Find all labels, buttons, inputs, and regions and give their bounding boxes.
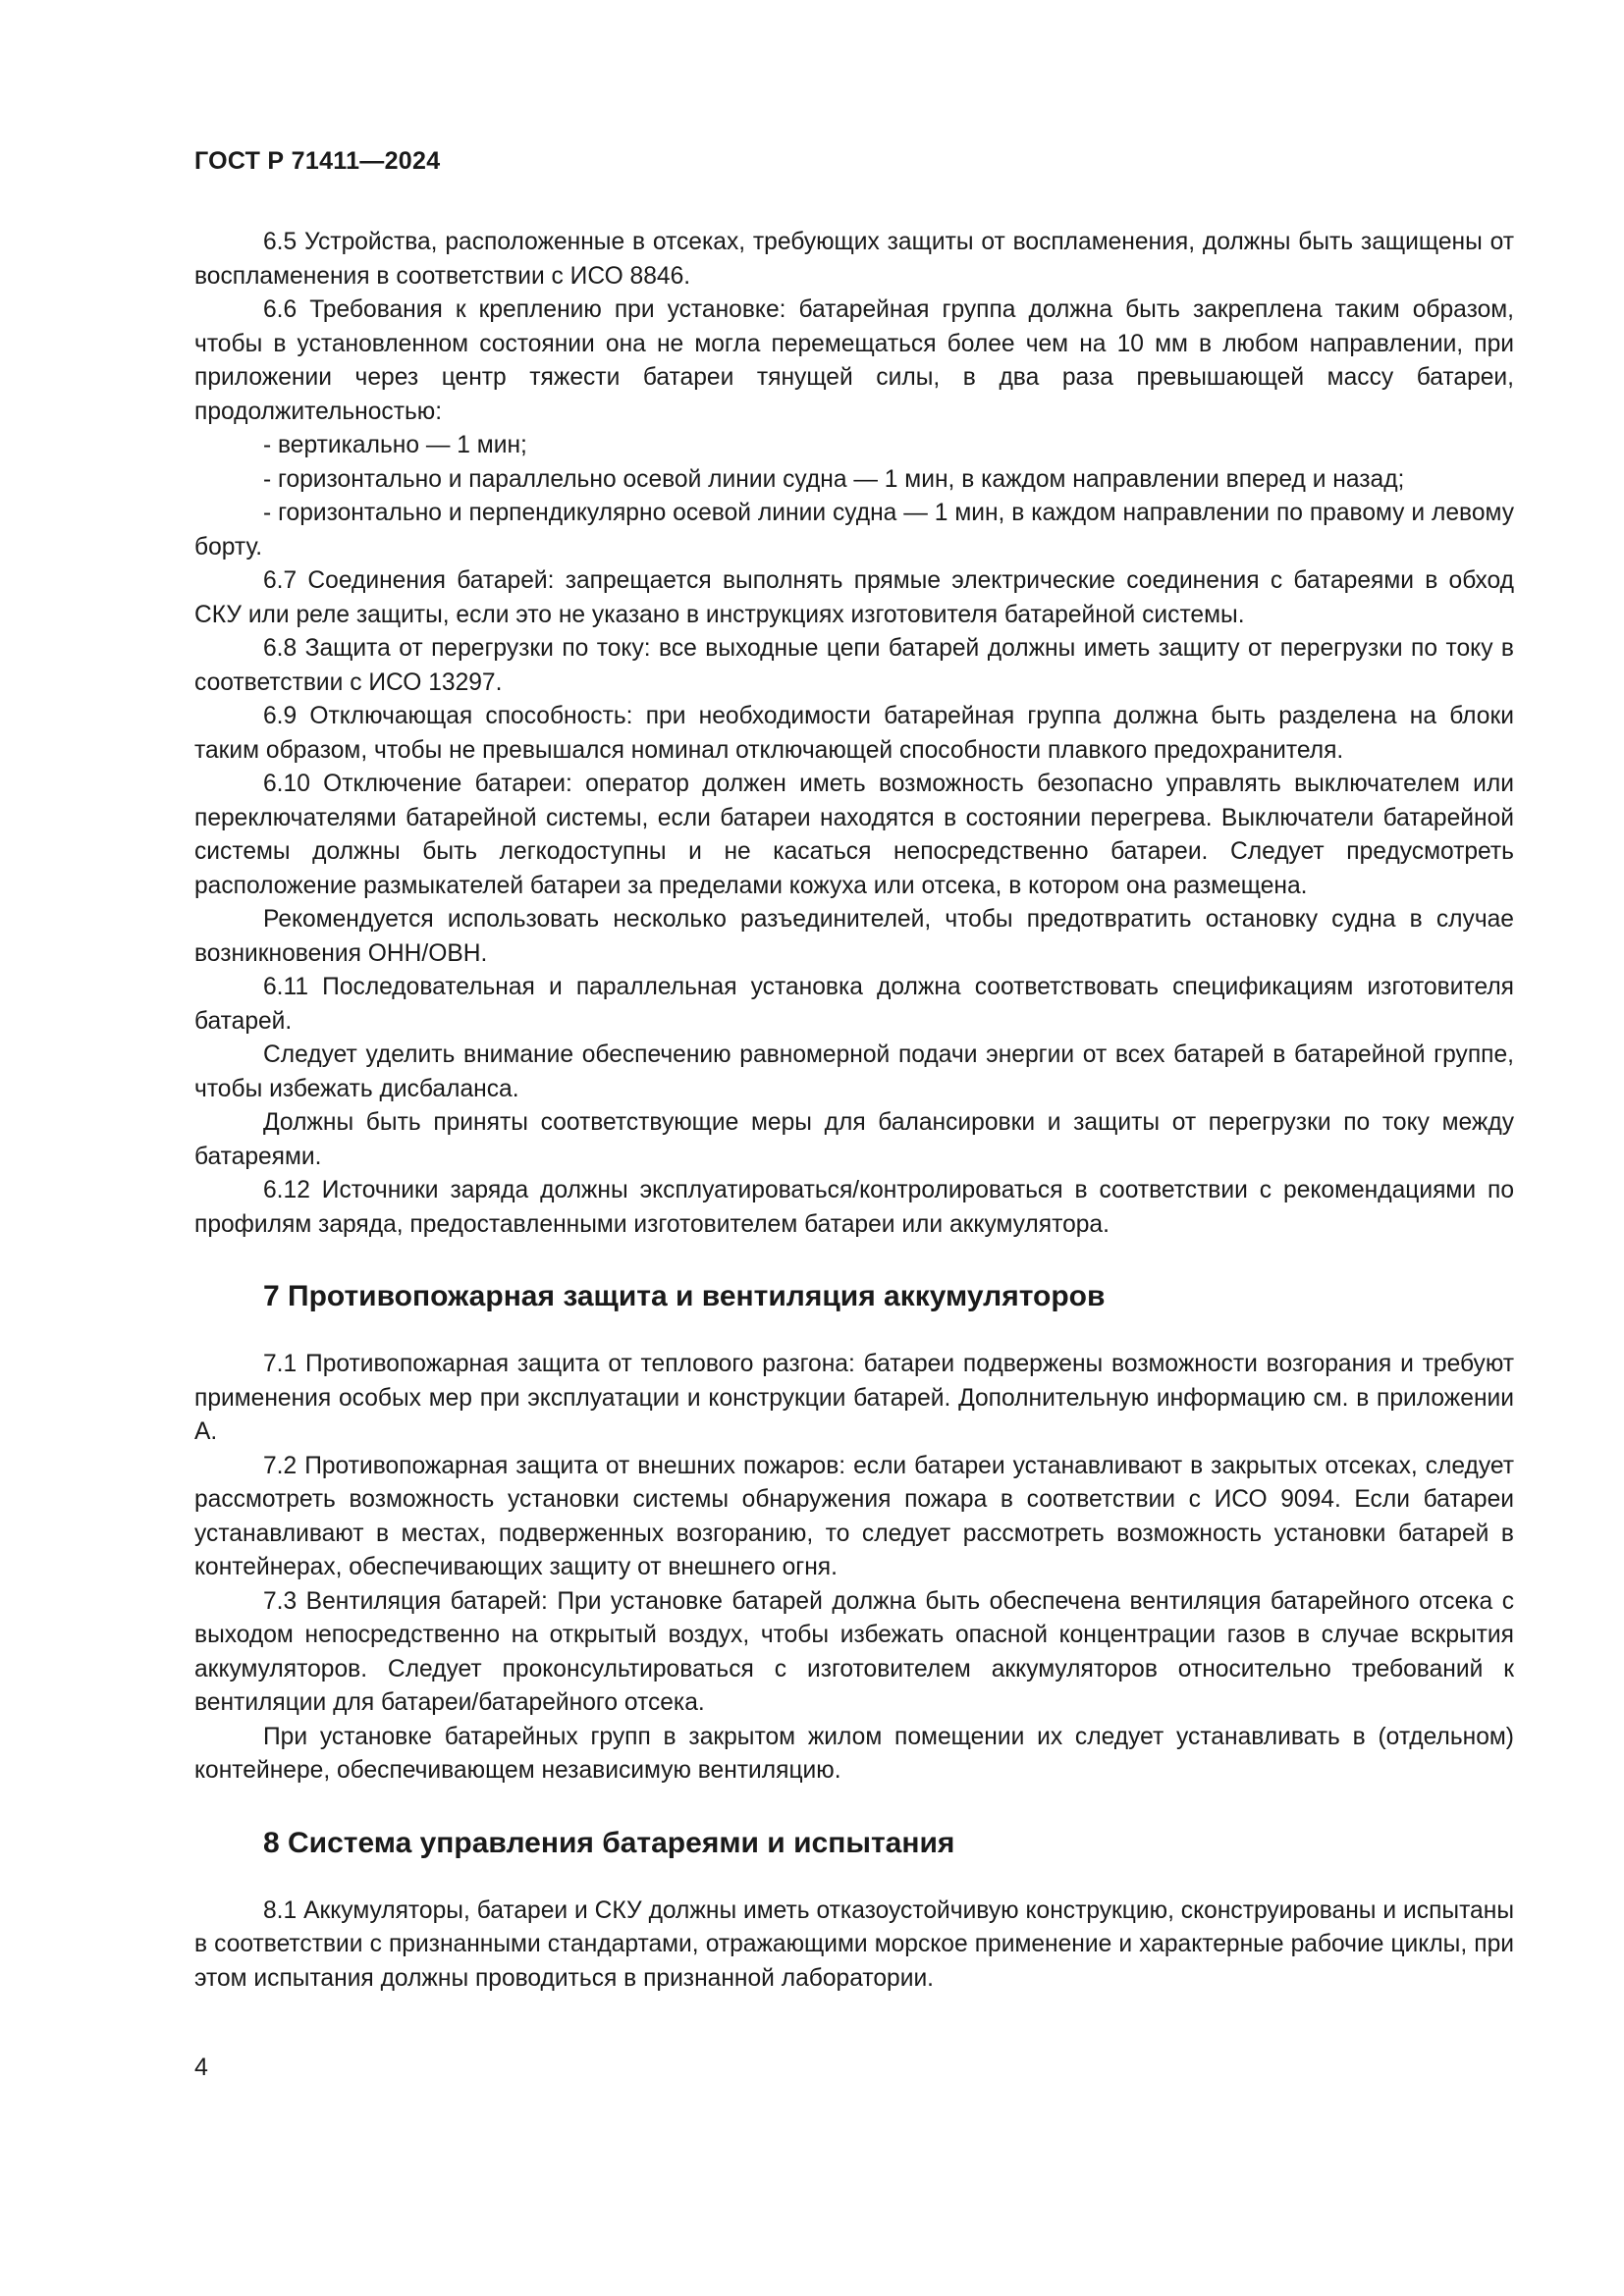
paragraph-6-9: 6.9 Отключающая способность: при необходимости батарейная группа должна быть разделена на блоки таким образом, чтобы не превышался номинал отключающей способности плавкого предохранителя. xyxy=(194,703,1514,764)
paragraph-7-2: 7.2 Противопожарная защита от внешних пожаров: если батареи устанавливают в закрытых отсеках, следует рассмотреть возможность установки системы обнаружения пожара в соответствии с ИСО 9094. Если батареи устанавливают в местах, подверженных возгоранию, то следует рассмотреть возможность установки батарей в контейнерах, обеспечивающих защиту от внешнего огня. xyxy=(194,1452,1514,1580)
paragraph-7-3: 7.3 Вентиляция батарей: При установке батарей должна быть обеспечена вентиляция батарейного отсека с выходом непосредственно на открытый воздух, чтобы избежать опасной концентрации газов в случае вскрытия аккумуляторов. Следует проконсультироваться с изготовителем аккумуляторов относительно требований к вентиляции для батареи/батарейного отсека. xyxy=(194,1587,1514,1716)
paragraph-6-8: 6.8 Защита от перегрузки по току: все выходные цепи батарей должны иметь защиту от перегрузки по току в соответствии с ИСО 13297. xyxy=(194,635,1514,696)
document-body xyxy=(194,226,1514,1996)
paragraph-6-6: 6.6 Требования к креплению при установке: батарейная группа должна быть закреплена таким образом, чтобы в установленном состоянии она не могла перемещаться более чем на 10 мм в любом направлении, при приложении через центр тяжести батареи тянущей силы, в два раза превышающей массу батареи, продолжительностью: xyxy=(194,296,1514,425)
paragraph-8-1: 8.1 Аккумуляторы, батареи и СКУ должны иметь отказоустойчивую конструкцию, сконструированы и испытаны в соответствии с признанными стандартами, отражающими морское применение и характерные рабочие циклы, при этом испытания должны проводиться в признанной лаборатории. xyxy=(194,1896,1514,1992)
paragraph-7-3-enclosed: При установке батарейных групп в закрытом жилом помещении их следует устанавливать в (отдельном) контейнере, обеспечивающем независимую вентиляцию. xyxy=(194,1723,1514,1784)
list-item-horizontal-perpendicular: - горизонтально и перпендикулярно осевой линии судна — 1 мин, в каждом направлении по правому и левому борту. xyxy=(194,500,1514,561)
paragraph-7-1: 7.1 Противопожарная защита от теплового разгона: батареи подвержены возможности возгорания и требуют применения особых мер при эксплуатации и конструкции батарей. Дополнительную информацию см. в приложении А. xyxy=(194,1351,1514,1445)
section-7-heading: 7 Противопожарная защита и вентиляция аккумуляторов xyxy=(263,1280,1106,1312)
paragraph-6-11: 6.11 Последовательная и параллельная установка должна соответствовать спецификациям изготовителя батарей. xyxy=(194,974,1514,1035)
page-number: 4 xyxy=(194,2054,208,2081)
paragraph-6-11-measures: Должны быть приняты соответствующие меры для балансировки и защиты от перегрузки по току между батареями. xyxy=(194,1109,1514,1170)
section-8-heading: 8 Система управления батареями и испытания xyxy=(263,1826,955,1859)
list-item-horizontal-parallel: - горизонтально и параллельно осевой линии судна — 1 мин, в каждом направлении вперед и назад; xyxy=(263,465,1405,493)
paragraph-6-7: 6.7 Соединения батарей: запрещается выполнять прямые электрические соединения с батареями в обход СКУ или реле защиты, если это не указано в инструкциях изготовителя батарейной системы. xyxy=(194,567,1514,628)
paragraph-6-10-recommendation: Рекомендуется использовать несколько разъединителей, чтобы предотвратить остановку судна в случае возникновения ОНН/ОВН. xyxy=(194,906,1514,967)
list-item-vertical: - вертикально — 1 мин; xyxy=(263,432,527,458)
paragraph-6-5: 6.5 Устройства, расположенные в отсеках, требующих защиты от воспламенения, должны быть защищены от воспламенения в соответствии с ИСО 8846. xyxy=(194,229,1514,290)
paragraph-6-11-balance: Следует уделить внимание обеспечению равномерной подачи энергии от всех батарей в батарейной группе, чтобы избежать дисбаланса. xyxy=(194,1041,1514,1102)
document-header: ГОСТ Р 71411—2024 xyxy=(194,147,441,175)
paragraph-6-10: 6.10 Отключение батареи: оператор должен иметь возможность безопасно управлять выключателем или переключателями батарейной системы, если батареи находятся в состоянии перегрева. Выключатели батарейной системы должны быть легкодоступны и не касаться непосредственно батареи. Следует предусмотреть расположение размыкателей батареи за пределами кожуха или отсека, в котором она размещена. xyxy=(194,771,1514,899)
paragraph-6-12: 6.12 Источники заряда должны эксплуатироваться/контролироваться в соответствии с рекомендациями по профилям заряда, предоставленными изготовителем батареи или аккумулятора. xyxy=(194,1177,1514,1238)
